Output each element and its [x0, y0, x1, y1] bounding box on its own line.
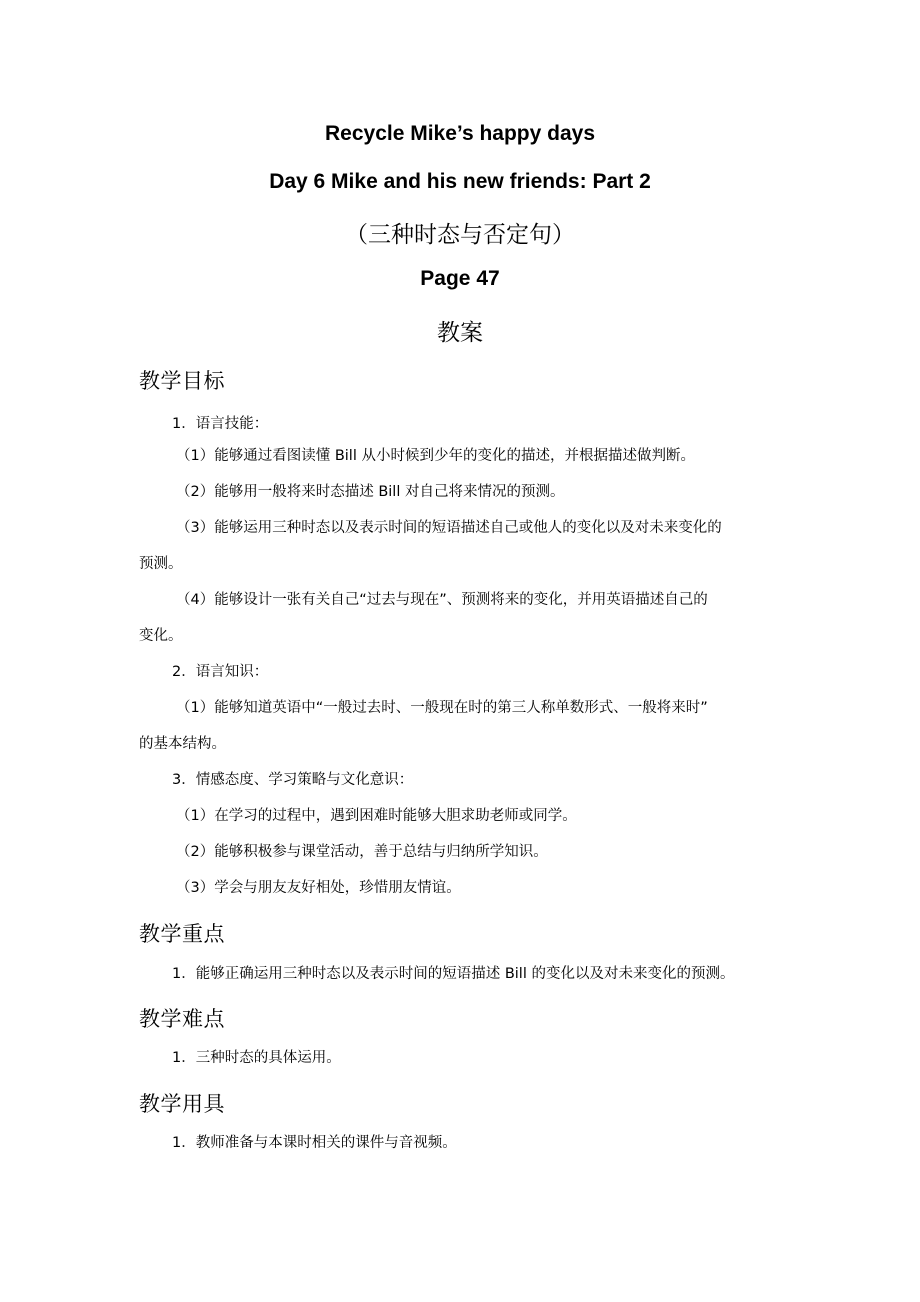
- objective-item: （3）能够运用三种时态以及表示时间的短语描述自己或他人的变化以及对未来变化的: [176, 520, 722, 536]
- objective-item: （4）能够设计一张有关自己“过去与现在”、预测将来的变化，并用英语描述自己的: [176, 592, 708, 608]
- section-heading-materials: 教学用具: [139, 1092, 225, 1116]
- document-type-label: 教案: [437, 320, 483, 346]
- objective-category: 2．语言知识：: [172, 664, 269, 680]
- objective-item-continuation: 的基本结构。: [139, 736, 226, 752]
- objective-item: （1）能够通过看图读懂 Bill 从小时候到少年的变化的描述，并根据描述做判断。: [176, 448, 695, 464]
- objective-item: （1）在学习的过程中，遇到困难时能够大胆求助老师或同学。: [176, 808, 577, 824]
- section-heading-difficulties: 教学难点: [139, 1007, 225, 1031]
- objective-item: （1）能够知道英语中“一般过去时、一般现在时的第三人称单数形式、一般将来时”: [176, 700, 708, 716]
- difficulty-item: 1．三种时态的具体运用。: [172, 1050, 341, 1066]
- document-title: Recycle Mike’s happy days: [324, 122, 596, 145]
- section-heading-objectives: 教学目标: [139, 369, 225, 393]
- key-point-item: 1．能够正确运用三种时态以及表示时间的短语描述 Bill 的变化以及对未来变化的预测。: [172, 966, 735, 982]
- objective-item: （2）能够积极参与课堂活动，善于总结与归纳所学知识。: [176, 844, 548, 860]
- document-subtitle: Day 6 Mike and his new friends: Part 2: [269, 170, 651, 193]
- objective-item: （3）学会与朋友友好相处，珍惜朋友情谊。: [176, 880, 461, 896]
- objective-category: 1．语言技能：: [172, 416, 269, 432]
- material-item: 1．教师准备与本课时相关的课件与音视频。: [172, 1135, 457, 1151]
- section-heading-key-points: 教学重点: [139, 922, 225, 946]
- document-topic: （三种时态与否定句）: [345, 222, 575, 248]
- objective-item: （2）能够用一般将来时态描述 Bill 对自己将来情况的预测。: [176, 484, 565, 500]
- objective-category: 3．情感态度、学习策略与文化意识：: [172, 772, 414, 788]
- objective-item-continuation: 变化。: [139, 628, 183, 644]
- objective-item-continuation: 预测。: [139, 556, 183, 572]
- page-reference: Page 47: [420, 267, 500, 290]
